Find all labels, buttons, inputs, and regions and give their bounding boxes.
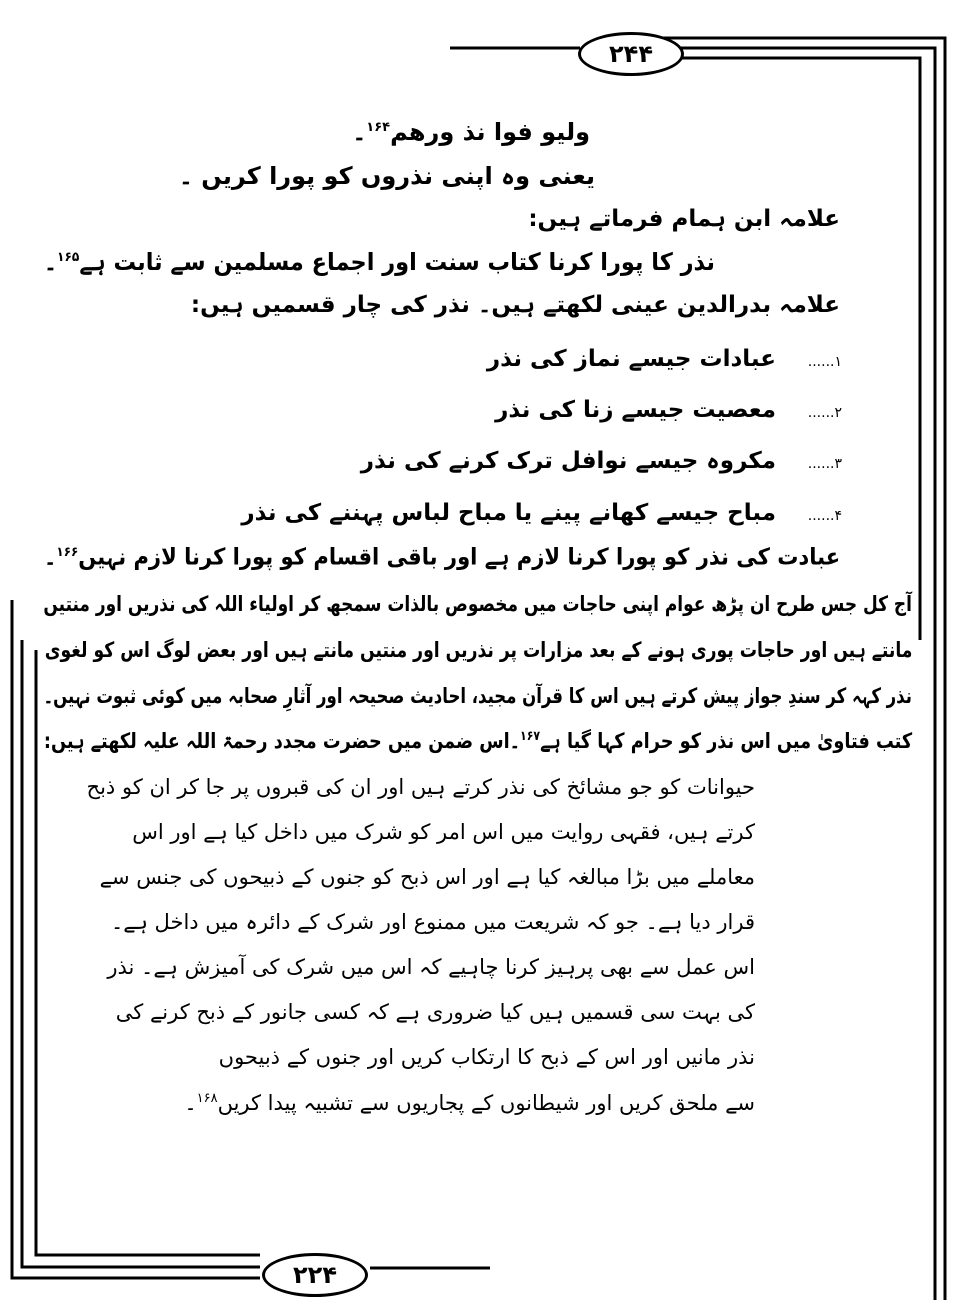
quran-end: ۔ (352, 118, 367, 146)
quran-line (352, 120, 590, 144)
ibn-humam-quote-end: ۔ (43, 248, 58, 276)
type-text: معصیت جیسے زنا کی نذر (495, 397, 776, 423)
footnote-ref: ۱۶۵ (57, 250, 80, 265)
page-number-bottom: ۲۲۴ (262, 1253, 368, 1297)
quote-line: کرتے ہیں، فقہی روایت میں اس امر کو شرک میں داخل کیا ہے اور اس (132, 820, 755, 844)
footnote-ref: ۱۶۴ (366, 120, 391, 135)
quote-last-text: سے ملحق کریں اور شیطانوں کے پجاریوں سے تشبیہ پیدا کریں (217, 1091, 755, 1115)
paragraph-line: آج کل جس طرح ان پڑھ عوام اپنی حاجات میں مخصوص بالذات سمجھ کر اولیاء اللہ کی نذریں اور منتیں (43, 592, 912, 616)
type-item (361, 450, 842, 473)
type-text: مکروہ جیسے نوافل ترک کرنے کی نذر (360, 448, 776, 474)
quote-line: نذر مانیں اور اس کے ذبح کا ارتکاب کریں اور جنوں کے ذبیحوں (218, 1045, 755, 1069)
paragraph-line: مانتے ہیں اور حاجات پوری ہونے کے بعد مزارات پر نذریں اور منتیں مانتے ہیں اور بعض لوگ اس کو لغوی (44, 638, 912, 662)
type-item (487, 348, 842, 371)
paragraph-line: نذر کہہ کر سندِ جواز پیش کرتے ہیں اس کا قرآن مجید، احادیث صحیحہ اور آثارِ صحابہ میں کوئی ثبوت نہیں۔ (43, 684, 912, 708)
ayni-intro: علامہ بدرالدین عینی لکھتے ہیں۔ نذر کی چار قسمیں ہیں: (190, 292, 840, 318)
quote-line: قرار دیا ہے۔ جو کہ شریعت میں ممنوع اور شرک کے دائرہ میں داخل ہے۔ (110, 910, 755, 934)
quran-translation: یعنی وہ اپنی نذروں کو پورا کریں ۔ (178, 162, 595, 190)
ibn-humam-quote (44, 250, 715, 274)
ibn-humam-intro: علامہ ابن ہمام فرماتے ہیں: (528, 206, 840, 232)
type-item (241, 502, 842, 525)
type-number: ۲...... (807, 405, 842, 421)
type-item (495, 399, 842, 422)
fatawa-before: کتب فتاویٰ میں اس نذر کو حرام کہا گیا ہے (539, 729, 912, 753)
type-number: ۱...... (807, 354, 842, 370)
conclusion-text: عبادت کی نذر کو پورا کرنا لازم ہے اور باقی اقسام کو پورا کرنا لازم نہیں (78, 544, 840, 571)
quran-text: ولیو فوا نذ ورھم (390, 118, 590, 146)
page-number-top: ۲۴۴ (578, 32, 684, 76)
footnote-ref: ۱۶۶ (56, 545, 79, 560)
quote-line-last (184, 1092, 755, 1114)
type-number: ۳...... (807, 456, 842, 472)
quote-line: کی بہت سی قسمیں ہیں کیا ضروری ہے کہ کسی جانور کے ذبح کرنے کی (115, 1000, 755, 1024)
type-number: ۴...... (807, 508, 842, 524)
quote-line: اس عمل سے بھی پرہیز کرنا چاہیے کہ اس میں شرک کی آمیزش ہے۔ نذر (107, 955, 755, 979)
type-text: عبادات جیسے نماز کی نذر (486, 346, 776, 372)
ibn-humam-quote-text: نذر کا پورا کرنا کتاب سنت اور اجماع مسلمین سے ثابت ہے (79, 248, 716, 276)
fatawa-line (44, 730, 912, 752)
quote-line: معاملے میں بڑا مبالغہ کیا ہے اور اس ذبح کو جنوں کے ذبیحوں کی جنس سے (99, 865, 755, 889)
types-conclusion (44, 546, 840, 570)
fatawa-after: ۔اس ضمن میں حضرت مجدد رحمۃ اللہ علیہ لکھتے ہیں: (43, 729, 520, 753)
footnote-ref: ۱۶۸ (196, 1091, 218, 1106)
conclusion-end: ۔ (43, 544, 57, 571)
footnote-ref: ۱۶۷ (519, 729, 540, 744)
quote-last-end: ۔ (184, 1091, 197, 1115)
type-text: مباح جیسے کھانے پینے یا مباح لباس پہننے کی نذر (241, 500, 776, 526)
quote-line: حیوانات کو جو مشائخ کی نذر کرتے ہیں اور ان کی قبروں پر جا کر ان کو ذبح (86, 775, 755, 799)
